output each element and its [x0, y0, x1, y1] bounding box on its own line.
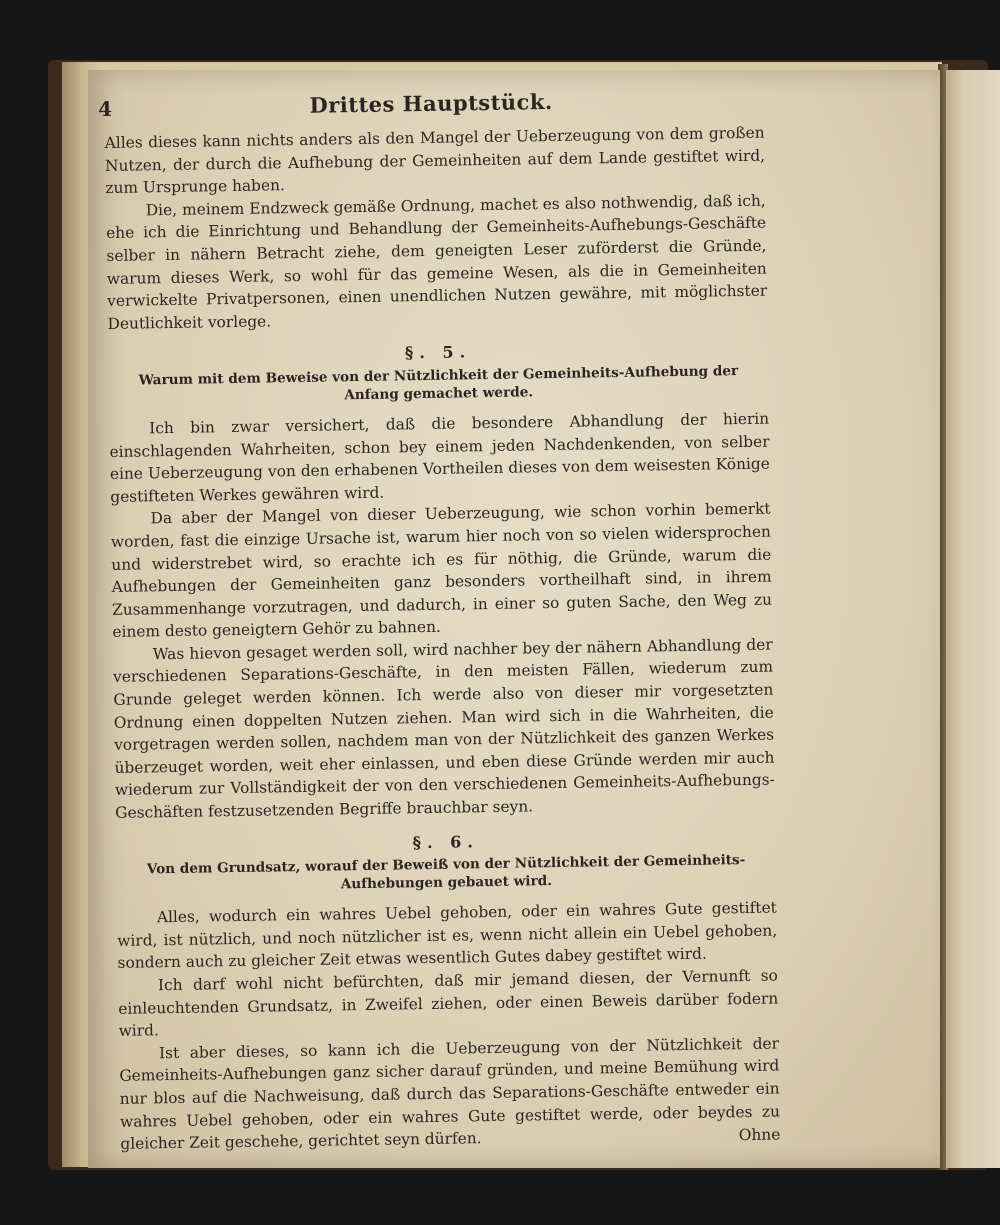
section-number: §. 6.	[412, 831, 479, 852]
section-title: Von dem Grundsatz, worauf der Beweiß von der Nützlichkeit der Gemeinheits-Aufhebungen gebauet wird.	[146, 852, 746, 893]
paragraph: Was hievon gesaget werden soll, wird nachher bey der nähern Abhandlung der verschiedenen Separations-Geschäfte, in den meisten Fällen, wiederum zum Grunde geleget werden können. Ich werde also von dieser mir vorgesetzten Ordnung einen doppelten Nutzen ziehen. Man wird sich in die Wahrheiten, die vorgetragen werden sollen, nachdem man von der Nützlichkeit des ganzen Werkes überzeuget worden, weit eher einlassen, und eben diese Gründe werden mir auch wiederum zur Vollständigkeit der von den verschiedenen Gemeinheits-Aufhebungs-Geschäften festzusetzenden Begriffe brauchbar seyn.	[112, 635, 775, 822]
paragraph: Ich darf wohl nicht befürchten, daß mir jemand diesen, der Vernunft so einleuchtenden Grundsatz, in Zweifel ziehen, oder einen Beweis darüber fodern wird.	[118, 966, 779, 1041]
facing-page-edge	[946, 70, 1000, 1168]
running-head: Drittes Hauptstück.	[309, 88, 553, 118]
paragraph: Die, meinem Endzweck gemäße Ordnung, machet es also nothwendig, daß ich, ehe ich die Einrichtung und Behandlung der Gemeinheits-Aufhebungs-Geschäfte selber in nähern Betracht ziehe, dem geneigten Leser zuförderst die Gründe, warum dieses Werk, so wohl für das gemeine Wesen, als die in Gemeinheiten verwickelte Privatpersonen, einen unendlichen Nutzen gewähre, mit möglichster Deutlichkeit vorlege.	[105, 191, 768, 333]
section-title: Warum mit dem Beweise von der Nützlichkeit der Gemeinheits-Aufhebung der Anfang gemachet werde.	[138, 363, 739, 404]
page-text-block	[97, 88, 781, 1157]
paragraph: Ich bin zwar versichert, daß die besondere Abhandlung der hierin einschlagenden Wahrheiten, schon bey einem jeden Nachdenkenden, von selber eine Ueberzeugung von den erhabenen Vortheilen dieses von dem weisesten Könige gestifteten Werkes gewähren wird.	[109, 409, 770, 506]
page-number: 4	[97, 96, 113, 122]
paragraph: Alles, wodurch ein wahres Uebel gehoben, oder ein wahres Gute gestiftet wird, ist nützlich, und noch nützlicher ist es, wenn nicht allein ein Uebel gehoben, sondern auch zu gleicher Zeit etwas wesentlich Gutes dabey gestiftet wird.	[117, 898, 778, 973]
paragraph: Alles dieses kann nichts anders als den Mangel der Ueberzeugung von dem großen Nutzen, der durch die Aufhebung der Gemeinheiten auf dem Lande gestiftet wird, zum Ursprunge haben.	[104, 123, 766, 198]
section-number: §. 5.	[404, 342, 472, 363]
catchword: Ohne	[738, 1125, 781, 1144]
paragraph: Ist aber dieses, so kann ich die Ueberzeugung von der Nützlichkeit der Gemeinheits-Aufhebungen ganz sicher darauf gründen, und meine Bemühung wird nur blos auf die Nachweisung, daß durch das Separations-Geschäfte entweder ein wahres Uebel gehoben, oder ein wahres Gute gestiftet werde, oder beydes zu gleicher Zeit geschehe, gerichtet seyn dürfen.	[119, 1034, 781, 1154]
paragraph: Da aber der Mangel von dieser Ueberzeugung, wie schon vorhin bemerkt worden, fast die einzige Ursache ist, warum hier noch von so vielen widersprochen und widerstrebet wird, so erachte ich es für nöthig, die Gründe, warum die Aufhebungen der Gemeinheiten ganz besonders vortheilhaft sind, in ihrem Zusammenhange vorzutragen, und dadurch, in einer so guten Sache, den Weg zu einem desto geneigtern Gehör zu bahnen.	[110, 499, 773, 642]
